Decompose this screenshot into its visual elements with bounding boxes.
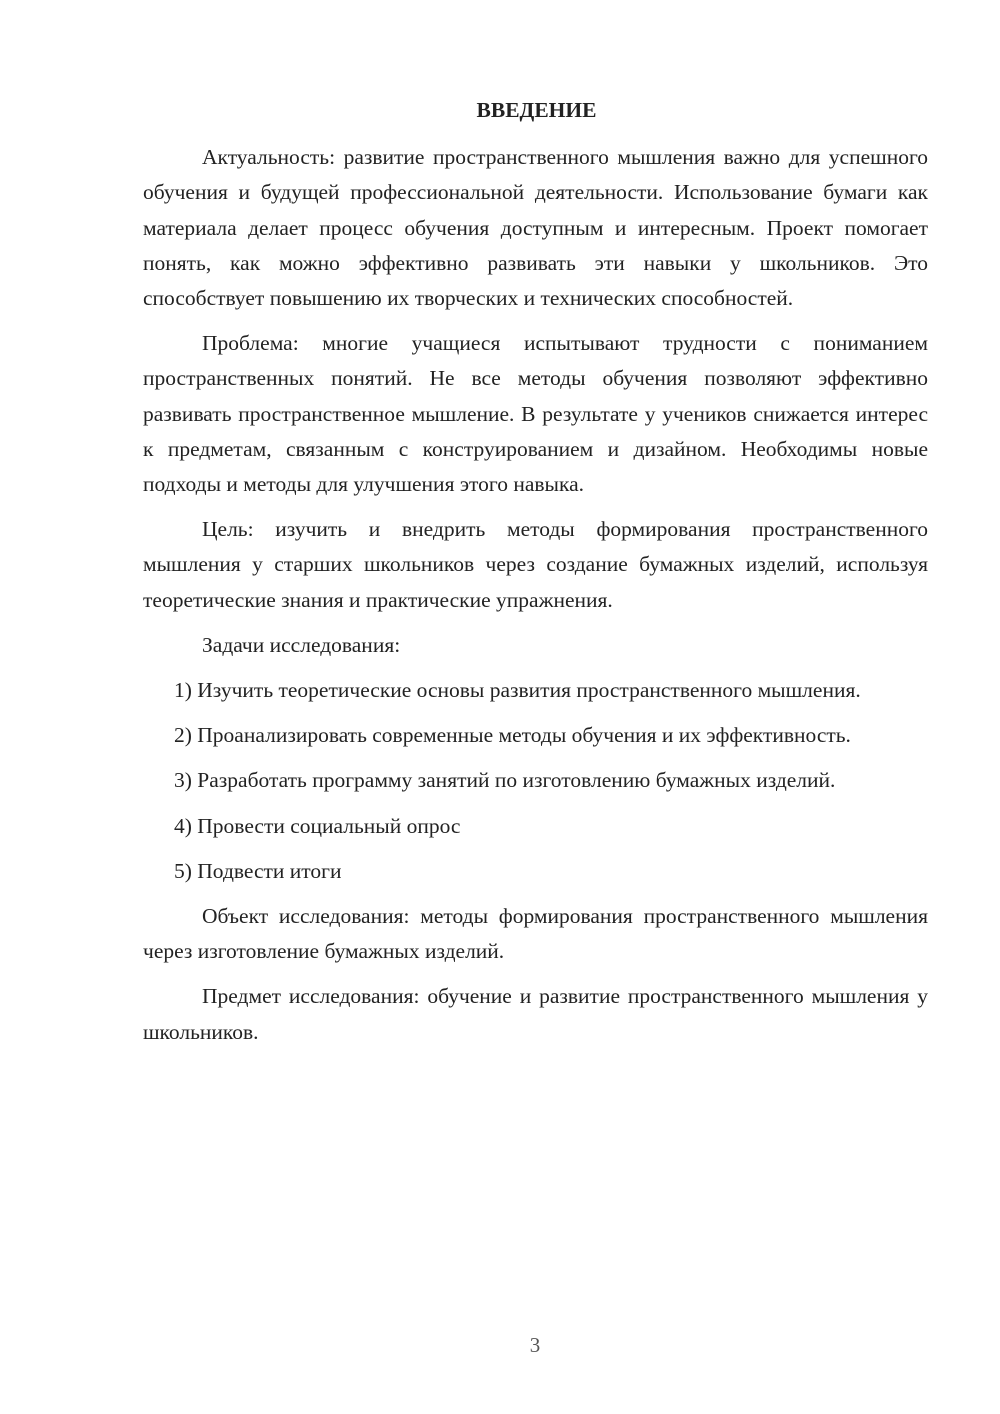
task-item-5: 5) Подвести итоги: [174, 858, 342, 883]
tasks-heading: Задачи исследования:: [202, 632, 401, 657]
object-paragraph: Объект исследования: методы формирования пространственного мышления через изготовление бумажных изделий.: [143, 904, 928, 964]
actuality-paragraph: Актуальность: развитие пространственного мышления важно для успешного обучения и будущей профессиональной деятельности. Использование бумаги как материала делает процесс обучения доступным и интересным. Проект помогает понять, как можно эффективно развивать эти навыки у школьников. Это способствует повышению их творческих и технических способностей.: [143, 145, 928, 311]
task-item-3: 3) Разработать программу занятий по изготовлению бумажных изделий.: [174, 768, 836, 793]
section-title: ВВЕДЕНИЕ: [476, 98, 597, 122]
task-item-2: 2) Проанализировать современные методы обучения и их эффективность.: [174, 723, 851, 748]
page-number: 3: [529, 1333, 541, 1357]
subject-paragraph: Предмет исследования: обучение и развитие пространственного мышления у школьников.: [143, 984, 928, 1044]
task-item-1: 1) Изучить теоретические основы развития пространственного мышления.: [174, 678, 861, 703]
problem-paragraph: Проблема: многие учащиеся испытывают трудности с пониманием пространственных понятий. Не все методы обучения позволяют эффективно развивать пространственное мышление. В результате у учеников снижается интерес к предметам, связанным с конструированием и дизайном. Необходимы новые подходы и методы для улучшения этого навыка.: [143, 331, 928, 497]
goal-paragraph: Цель: изучить и внедрить методы формирования пространственного мышления у старших школьников через создание бумажных изделий, используя теоретические знания и практические упражнения.: [143, 517, 928, 612]
task-item-4: 4) Провести социальный опрос: [174, 813, 461, 838]
document-page: [143, 93, 928, 1060]
